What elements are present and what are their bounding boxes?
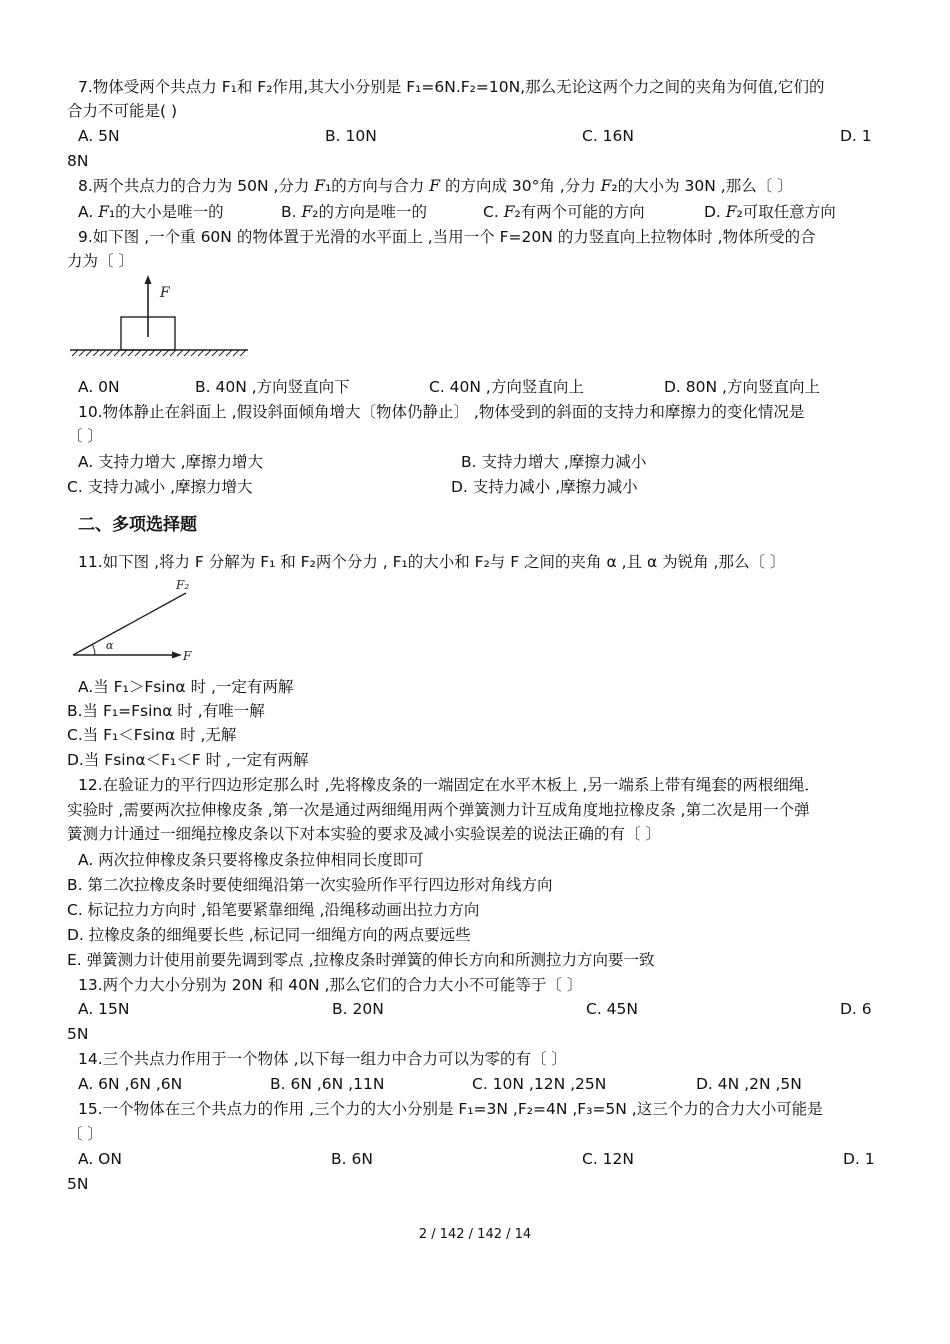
q9-block-figure [68, 275, 258, 365]
q13-option-d: D. 6 [840, 1000, 872, 1018]
q15-stem-line2: 〔 〕 [67, 1125, 103, 1143]
q10-option-d: D. 支持力减小 ,摩擦力减小 [451, 478, 638, 496]
q7-stem-line2: 合力不可能是( ) [67, 102, 178, 120]
q9-figure-label-f: F [160, 285, 170, 301]
q12-option-b: B. 第二次拉橡皮条时要使细绳沿第一次实验所作平行四边形对角线方向 [67, 876, 553, 894]
q11-figure-label-f: F [183, 649, 192, 663]
q15-option-c: C. 12N [582, 1150, 634, 1168]
q13-option-c: C. 45N [586, 1000, 638, 1018]
q7-option-c: C. 16N [582, 127, 634, 145]
q7-option-d-wrap: 8N [67, 152, 89, 170]
q11-option-d: D.当 Fsinα＜F₁＜F 时 ,一定有两解 [67, 751, 309, 769]
q10-option-c: C. 支持力减小 ,摩擦力增大 [67, 478, 253, 496]
q10-option-a: A. 支持力增大 ,摩擦力增大 [78, 453, 264, 471]
q12-stem-line3: 簧测力计通过一细绳拉橡皮条以下对本实验的要求及减小实验误差的说法正确的有〔 〕 [67, 825, 661, 843]
q8-option-d: D. F₂可取任意方向 [704, 203, 836, 221]
q8-stem: 8.两个共点力的合力为 50N ,分力 F₁的方向与合力 F 的方向成 30°角 ,分力 F₂的大小为 30N ,那么〔 〕 [78, 177, 793, 195]
q13-option-b: B. 20N [332, 1000, 384, 1018]
q15-option-d-wrap: 5N [67, 1175, 89, 1193]
q12-option-e: E. 弹簧测力计使用前要先调到零点 ,拉橡皮条时弹簧的伸长方向和所测拉力方向要一致 [67, 951, 655, 969]
q14-option-c: C. 10N ,12N ,25N [472, 1075, 607, 1093]
q10-option-b: B. 支持力增大 ,摩擦力减小 [461, 453, 647, 471]
q10-stem-line1: 10.物体静止在斜面上 ,假设斜面倾角增大〔物体仍静止〕 ,物体受到的斜面的支持力和摩擦力的变化情况是 [78, 403, 805, 421]
q13-option-a: A. 15N [78, 1000, 130, 1018]
q10-stem-line2: 〔 〕 [67, 427, 103, 445]
q8-option-b: B. F₂的方向是唯一的 [281, 203, 427, 221]
q9-stem-line1: 9.如下图 ,一个重 60N 的物体置于光滑的水平面上 ,当用一个 F=20N 的力竖直向上拉物体时 ,物体所受的合 [78, 228, 816, 246]
section-heading-multiple-choice: 二、多项选择题 [78, 515, 197, 535]
q8-option-c: C. F₂有两个可能的方向 [483, 203, 645, 221]
q12-stem-line1: 12.在验证力的平行四边形定那么时 ,先将橡皮条的一端固定在水平木板上 ,另一端系上带有绳套的两根细绳． [78, 776, 820, 794]
q14-option-b: B. 6N ,6N ,11N [270, 1075, 385, 1093]
q11-figure-label-f2: F₂ [176, 578, 190, 592]
q11-option-a: A.当 F₁＞Fsinα 时 ,一定有两解 [78, 678, 294, 696]
q15-stem-line1: 15.一个物体在三个共点力的作用 ,三个力的大小分别是 F₁=3N ,F₂=4N ,F₃=5N ,这三个力的合力大小可能是 [78, 1100, 823, 1118]
q14-stem: 14.三个共点力作用于一个物体 ,以下每一组力中合力可以为零的有〔 〕 [78, 1050, 567, 1068]
q11-option-c: C.当 F₁＜Fsinα 时 ,无解 [67, 726, 237, 744]
q9-option-a: A. 0N [78, 378, 120, 396]
q13-stem: 13.两个力大小分别为 20N 和 40N ,那么它们的合力大小不可能等于〔 〕 [78, 976, 583, 994]
q14-option-d: D. 4N ,2N ,5N [696, 1075, 802, 1093]
q15-option-d: D. 1 [843, 1150, 875, 1168]
q12-option-d: D. 拉橡皮条的细绳要长些 ,标记同一细绳方向的两点要远些 [67, 926, 471, 944]
q9-option-c: C. 40N ,方向竖直向上 [429, 378, 584, 396]
q15-option-b: B. 6N [331, 1150, 373, 1168]
q14-option-a: A. 6N ,6N ,6N [78, 1075, 183, 1093]
q7-stem-line1: 7.物体受两个共点力 F₁和 F₂作用,其大小分别是 F₁=6N.F₂=10N,那么无论这两个力之间的夹角为何值,它们的 [78, 78, 825, 96]
q11-option-b: B.当 F₁=Fsinα 时 ,有唯一解 [67, 702, 265, 720]
q9-stem-line2: 力为〔 〕 [67, 252, 134, 270]
q7-option-a: A. 5N [78, 127, 120, 145]
q9-option-d: D. 80N ,方向竖直向上 [664, 378, 820, 396]
q11-stem: 11.如下图 ,将力 F 分解为 F₁ 和 F₂两个分力 , F₁的大小和 F₂与 F 之间的夹角 α ,且 α 为锐角 ,那么〔 〕 [78, 553, 786, 571]
q15-option-a: A. ON [78, 1150, 122, 1168]
page-number: 2 / 142 / 142 / 14 [418, 1227, 532, 1242]
q7-option-b: B. 10N [325, 127, 377, 145]
q12-stem-line2: 实验时 ,需要两次拉伸橡皮条 ,第一次是通过两细绳用两个弹簧测力计互成角度地拉橡皮条 ,第二次是用一个弹 [67, 801, 810, 819]
q13-option-d-wrap: 5N [67, 1025, 89, 1043]
q12-option-c: C. 标记拉力方向时 ,铅笔要紧靠细绳 ,沿绳移动画出拉力方向 [67, 901, 480, 919]
q11-force-figure [68, 575, 208, 665]
q8-option-a: A. F₁的大小是唯一的 [78, 203, 224, 221]
q12-option-a: A. 两次拉伸橡皮条只要将橡皮条拉伸相同长度即可 [78, 851, 424, 869]
q9-option-b: B. 40N ,方向竖直向下 [195, 378, 350, 396]
q7-option-d: D. 1 [840, 127, 872, 145]
q11-figure-label-alpha: α [106, 639, 114, 652]
